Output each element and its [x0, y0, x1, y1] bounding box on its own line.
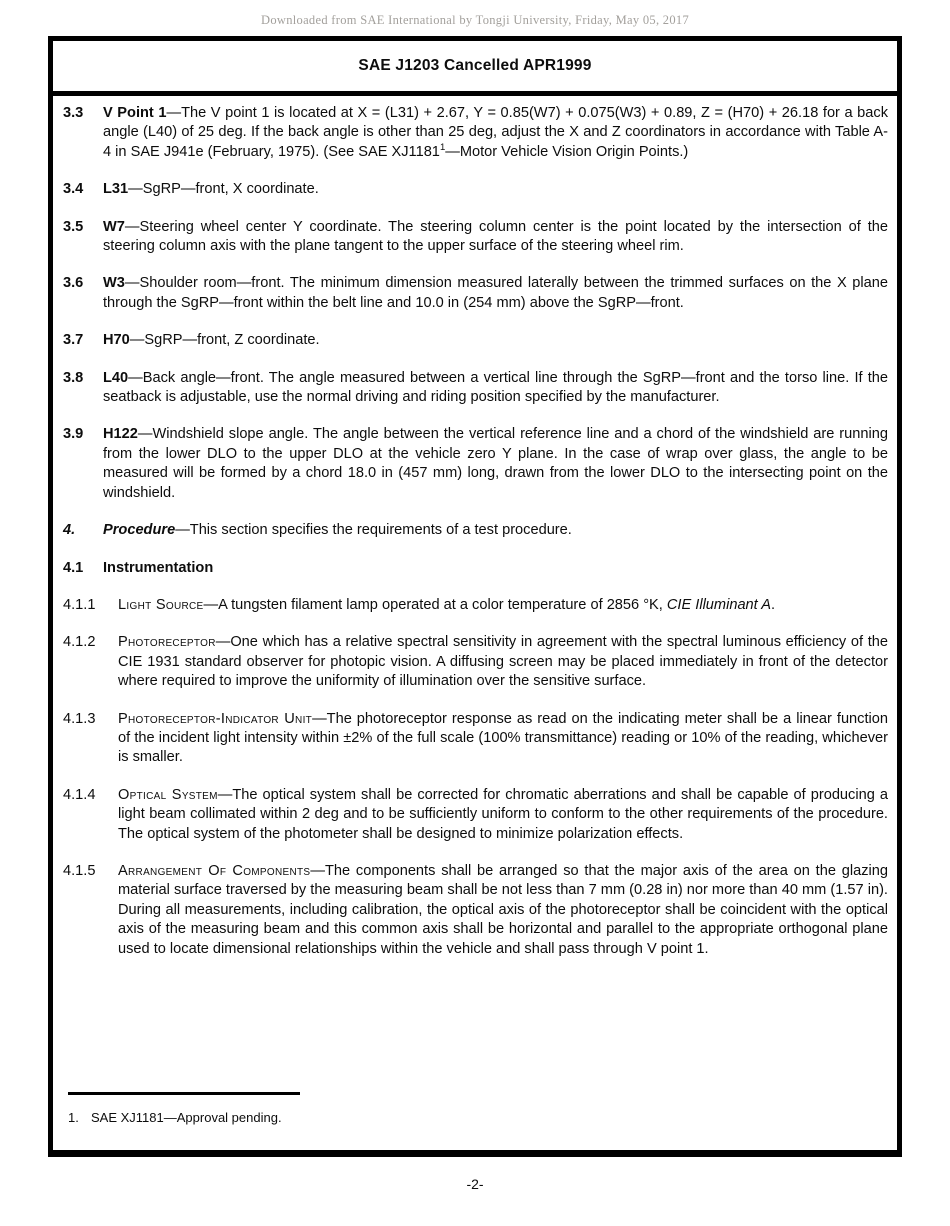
section-term: H122 — [103, 426, 138, 443]
footnote — [68, 1109, 888, 1126]
footnote-text: SAE XJ1181—Approval pending. — [91, 1110, 282, 1125]
section-4-1-5 — [63, 862, 888, 959]
cited-standard: CIE Illuminant A — [666, 596, 771, 613]
section-number: 4.1.2 — [63, 634, 96, 651]
section-body: —The components shall be arranged so that the major axis of the area on the glazing material surface traversed by the measuring beam shall be not less than 7 mm (0.28 in) nor more than 40 mm (1.57 in). During all measurements, including calibration, the optical axis of the photoreceptor shall be coincident with the optical axis of the measuring beam and this common axis shall be horizontal and parallel to the appropriate orthogonal plane used to locate dimensional relationships within the vehicle and shall pass through V point 1. — [118, 862, 888, 957]
section-3-5 — [63, 218, 888, 257]
section-term: Optical System — [118, 786, 218, 803]
section-text — [118, 633, 888, 691]
section-number: 4.1.5 — [63, 862, 96, 879]
footnote-rule — [68, 1092, 300, 1095]
section-text — [103, 104, 888, 162]
section-body: —The photoreceptor response as read on the indicating meter shall be a linear function of the incident light intensity within ±2% of the full scale (100% transmittance) reading or 10% of the reading, whichever is smaller. — [118, 710, 888, 766]
download-watermark: Downloaded from SAE International by Tongji University, Friday, May 05, 2017 — [261, 13, 689, 27]
section-number: 3.9 — [63, 426, 84, 443]
section-text — [118, 786, 888, 844]
section-number: 3.6 — [63, 275, 84, 292]
section-text — [103, 559, 888, 578]
section-number: 4.1.1 — [63, 596, 96, 613]
section-text — [103, 425, 888, 503]
section-number: 3.8 — [63, 369, 84, 386]
section-number: 3.5 — [63, 218, 84, 235]
section-number: 4.1 — [63, 559, 84, 576]
section-text — [103, 521, 888, 540]
section-text — [103, 369, 888, 408]
section-body: —Windshield slope angle. The angle between the vertical reference line and a chord of the windshield are running from the lower DLO to the upper DLO at the vehicle zero Y plane. In the case of wrap over glass, the angle to be measured will be formed by a chord 18.0 in (457 mm) long, drawn from the lower DLO to the intersecting point on the windshield. — [103, 426, 888, 501]
section-term: Instrumentation — [103, 559, 214, 576]
title-band — [53, 41, 897, 96]
section-term: Procedure — [103, 522, 176, 539]
section-number: 3.3 — [63, 105, 84, 121]
section-4-1-3 — [63, 710, 888, 768]
section-term: W3 — [103, 275, 125, 292]
section-3-7 — [63, 331, 888, 350]
section-4 — [63, 521, 888, 540]
section-term: Arrangement Of Components — [118, 862, 311, 879]
section-text — [103, 218, 888, 257]
section-3-4 — [63, 180, 888, 199]
section-number: 4.1.4 — [63, 786, 96, 803]
section-number: 4.1.3 — [63, 710, 96, 727]
section-number: 3.7 — [63, 332, 84, 349]
section-text — [118, 710, 888, 768]
section-4-1-2 — [63, 633, 888, 691]
document-frame — [48, 36, 902, 1157]
section-term: Photoreceptor — [118, 634, 216, 651]
document-title: SAE J1203 Cancelled APR1999 — [358, 57, 592, 74]
section-number: 4. — [63, 522, 76, 539]
section-4-1 — [63, 559, 888, 578]
section-3-9 — [63, 425, 888, 503]
section-body: —One which has a relative spectral sensitivity in agreement with the spectral luminous efficiency of the CIE 1931 standard observer for photopic vision. A diffusing screen may be placed immediately in front of the detector where required to improve the uniformity of illumination over the sensitive surface. — [118, 634, 888, 690]
section-4-1-4 — [63, 786, 888, 844]
section-term: V Point 1 — [103, 105, 167, 121]
section-text — [118, 862, 888, 959]
section-body: —A tungsten filament lamp operated at a color temperature of 2856 °K, — [203, 596, 667, 613]
section-text — [103, 331, 888, 350]
section-term: W7 — [103, 218, 125, 235]
section-text — [103, 274, 888, 313]
section-body: —This section specifies the requirements of a test procedure. — [175, 522, 572, 539]
footnote-ref: 1 — [439, 141, 446, 153]
section-body: —SgRP—front, X coordinate. — [128, 181, 319, 198]
section-text — [118, 596, 888, 615]
section-body: —SgRP—front, Z coordinate. — [129, 332, 320, 349]
section-term: Photoreceptor-Indicator Unit — [118, 710, 313, 727]
section-4-1-1 — [63, 596, 888, 615]
section-body: —The optical system shall be corrected for chromatic aberrations and shall be capable of producing a light beam collimated within 2 deg and to be sufficiently uniform to conform to the other requirements of the procedure. The optical system of the photometer shall be designed to minimize polarization effects. — [118, 786, 888, 842]
section-text — [103, 180, 888, 199]
footnote-number: 1. — [68, 1110, 79, 1125]
section-3-3 — [63, 104, 888, 162]
section-body: —Steering wheel center Y coordinate. The steering column center is the point located by the intersection of the steering column axis with the plane tangent to the upper surface of the steering wheel rim. — [103, 218, 888, 255]
section-body: —Back angle—front. The angle measured between a vertical line through the SgRP—front and the torso line. If the seatback is adjustable, use the normal driving and riding position specified by the manufacturer. — [103, 369, 888, 406]
section-3-6 — [63, 274, 888, 313]
section-number: 3.4 — [63, 181, 84, 198]
section-body: —The V point 1 is located at X = (L31) + 2.67, Y = 0.85(W7) + 0.075(W3) + 0.89, Z = (H70) + 26.18 for a back angle (L40) of 25 deg. If the back angle is other than 25 deg, adjust the X and Z coordinators in accordance with Table A-4 in SAE J941e (February, 1975). (See SAE XJ1181 — [103, 105, 889, 160]
section-term: H70 — [103, 332, 130, 349]
section-3-8 — [63, 369, 888, 408]
section-body: —Shoulder room—front. The minimum dimension measured laterally between the trimmed surfaces on the X plane through the SgRP—front within the belt line and 10.0 in (254 mm) above the SgRP—front. — [103, 275, 888, 311]
section-term: L40 — [103, 369, 129, 386]
section-body-cont: . — [770, 596, 776, 613]
section-term: L31 — [103, 181, 129, 198]
document-body — [53, 104, 897, 959]
footnote-block — [68, 1092, 888, 1126]
section-term: Light Source — [118, 596, 204, 613]
section-body-cont: —Motor Vehicle Vision Origin Points.) — [445, 143, 689, 160]
page-number: -2- — [466, 1176, 484, 1192]
